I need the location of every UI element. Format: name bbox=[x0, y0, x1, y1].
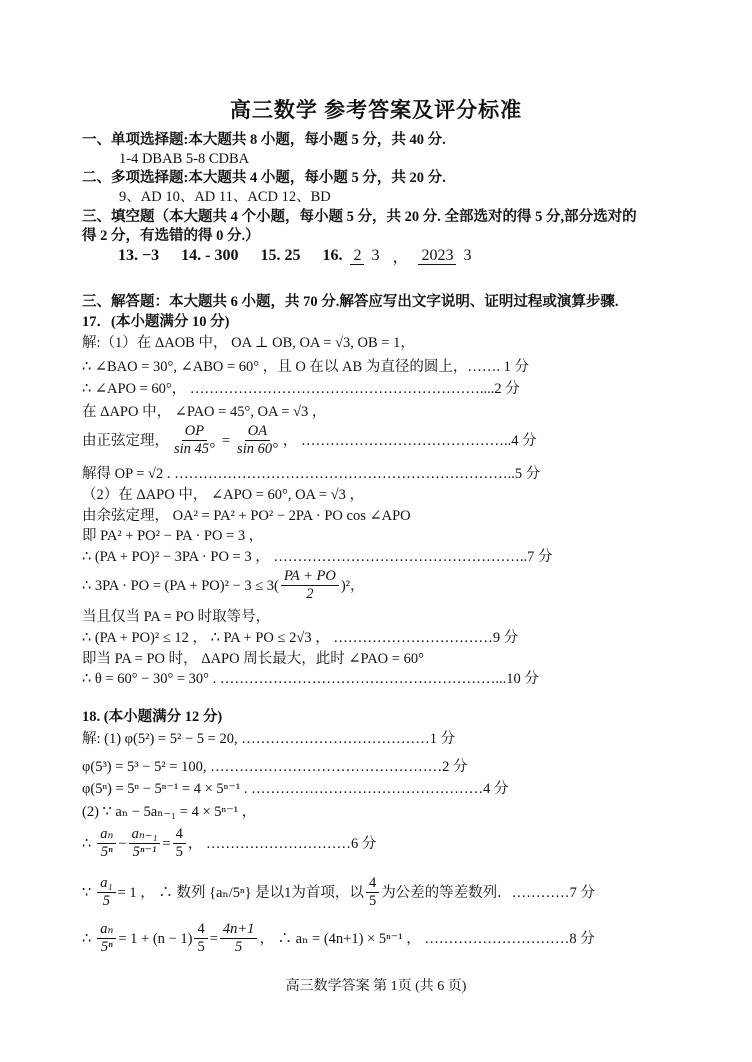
q18-fraction-an bbox=[97, 826, 116, 861]
fraction-numerator: OA bbox=[245, 423, 270, 441]
q18-line4: (2) ∵ aₙ − 5aₙ₋₁ = 4 × 5ⁿ⁻¹ ， bbox=[82, 804, 257, 820]
q18-fraction-an-over-5n bbox=[97, 921, 116, 956]
section2-heading: 二、多项选择题:本大题共 4 小题，每小题 5 分，共 20 分. bbox=[82, 170, 446, 186]
because-symbol: ∵ bbox=[82, 884, 92, 901]
q17-title: 17．(本小题满分 10 分) bbox=[82, 314, 230, 330]
fraction-numerator: 4 bbox=[194, 921, 207, 939]
answer-15: 15. 25 bbox=[260, 246, 301, 264]
fraction-numerator: aₙ bbox=[97, 921, 116, 939]
answer-14: 14. - 300 bbox=[181, 246, 239, 264]
section3-heading-line2: 得 2 分，有选错的得 0 分.） bbox=[82, 228, 260, 244]
q18-line6 bbox=[82, 875, 595, 910]
fraction-numerator: PA + PO bbox=[281, 568, 339, 586]
q17-line5 bbox=[82, 423, 537, 458]
fraction-denominator: 5ⁿ⁻¹ bbox=[132, 844, 157, 860]
equals-sign: = bbox=[162, 835, 171, 852]
q17-line14: 即当 PA = PO 时， ΔAPO 周长最大，此时 ∠PAO = 60° bbox=[82, 651, 424, 667]
fraction-denominator: 3 bbox=[371, 247, 380, 264]
document-title: 高三数学 参考答案及评分标准 bbox=[229, 98, 523, 122]
q17-line8: 由余弦定理， OA² = PA² + PO² − 2PA · PO cos ∠APO bbox=[82, 508, 411, 524]
fraction-denominator: 5 bbox=[102, 893, 110, 909]
fraction-denominator: 2 bbox=[306, 586, 314, 602]
q18-fraction-an1 bbox=[129, 826, 161, 861]
q18-line7 bbox=[82, 921, 595, 956]
minus-sign: − bbox=[118, 835, 127, 852]
q17-fraction-oa bbox=[234, 423, 281, 458]
q17-line10: ∴ (PA + PO)² − 3PA · PO = 3 ， ……………………………………………..7 分 bbox=[82, 549, 553, 565]
fraction-numerator: 2 bbox=[350, 247, 364, 265]
fraction-numerator: a₁ bbox=[97, 875, 115, 893]
q17-fraction-mean bbox=[281, 568, 339, 603]
q18-line1: 解: (1) φ(5²) = 5² − 5 = 20, …………………………………1 分 bbox=[82, 731, 456, 747]
q17-line4: 在 ΔAPO 中， ∠PAO = 45°, OA = √3 ， bbox=[82, 404, 327, 420]
fraction-numerator: 4 bbox=[173, 826, 186, 844]
fraction-denominator: sin 45° bbox=[174, 441, 215, 457]
q18-fraction-a1 bbox=[97, 875, 115, 910]
fraction-denominator: 5 bbox=[368, 893, 377, 909]
q17-line6: 解得 OP = √2 . ……………………………………………………………..5 分 bbox=[82, 466, 541, 482]
q18-line7-suffix: ， ∴ aₙ = (4n+1) × 5ⁿ⁻¹ ， …………………………8 分 bbox=[259, 930, 595, 947]
q17-line5-prefix: 由正弦定理， bbox=[82, 432, 169, 449]
answer-16-fraction-a bbox=[350, 247, 382, 264]
fraction-denominator: 5ⁿ bbox=[100, 844, 113, 860]
q18-title: 18. (本小题满分 12 分) bbox=[82, 709, 223, 725]
q18-fraction-4n1-over-5 bbox=[220, 921, 258, 956]
fraction-numerator: aₙ₋₁ bbox=[129, 826, 161, 844]
fraction-numerator: aₙ bbox=[97, 826, 116, 844]
equals-sign: = bbox=[209, 930, 218, 947]
fraction-denominator: 5 bbox=[235, 939, 243, 955]
q18-fraction-four-fifths bbox=[173, 826, 186, 861]
fraction-denominator: sin 60° bbox=[237, 441, 278, 457]
q17-line1: 解:（1）在 ΔAOB 中， OA ⊥ OB, OA = √3, OB = 1， bbox=[82, 335, 415, 351]
fraction-numerator: 2023 bbox=[418, 247, 456, 265]
q18-line5 bbox=[82, 826, 376, 861]
answer-16-label: 16. bbox=[322, 246, 343, 264]
q18-line6-middle: = 1 ， ∴ 数列 {aₙ/5ⁿ} 是以1为首项，以 bbox=[117, 884, 364, 901]
section4-heading: 三、解答题：本大题共 6 小题，共 70 分.解答应写出文字说明、证明过程或演算步骤. bbox=[82, 294, 619, 310]
q18-line5-suffix: ， …………………………6 分 bbox=[187, 835, 377, 852]
page-footer: 高三数学答案 第 1页 (共 6 页) bbox=[285, 979, 467, 994]
answer-13: 13. −3 bbox=[118, 246, 160, 264]
q18-line6-suffix: 为公差的等差数列．…………7 分 bbox=[381, 884, 596, 901]
section2-answers: 9、AD 10、AD 11、ACD 12、BD bbox=[119, 189, 331, 205]
fill-in-answers bbox=[118, 244, 476, 267]
section1-answers: 1-4 DBAB 5-8 CDBA bbox=[119, 151, 250, 167]
q17-line11-prefix: ∴ 3PA · PO = (PA + PO)² − 3 ≤ 3( bbox=[82, 577, 279, 594]
q18-fraction-common-difference bbox=[366, 875, 379, 910]
fraction-numerator: 4 bbox=[366, 875, 379, 893]
section3-heading-line1: 三、填空题（本大题共 4 个小题，每小题 5 分，共 20 分. 全部选对的得 5 分,部分选对的 bbox=[82, 209, 637, 225]
q18-line2: φ(5³) = 5³ − 5² = 100, …………………………………………2 分 bbox=[82, 759, 468, 775]
q17-line2: ∴ ∠BAO = 30°, ∠ABO = 60° ，且 O 在以 AB 为直径的圆上，……. 1 分 bbox=[82, 359, 529, 375]
fraction-denominator: 3 bbox=[463, 247, 472, 264]
fraction-denominator: 5 bbox=[197, 939, 205, 955]
fraction-denominator: 5 bbox=[175, 844, 183, 860]
fraction-denominator: 5ⁿ bbox=[100, 939, 113, 955]
q17-fraction-op bbox=[171, 423, 218, 458]
q17-line13: ∴ (PA + PO)² ≤ 12 ， ∴ PA + PO ≤ 2√3 ， ……………………………9 分 bbox=[82, 630, 519, 646]
answer-16-fraction-b bbox=[418, 247, 474, 264]
q17-line11-suffix: )²， bbox=[340, 577, 365, 594]
comma: ， bbox=[392, 249, 409, 266]
q18-line3: φ(5ⁿ) = 5ⁿ − 5ⁿ⁻¹ = 4 × 5ⁿ⁻¹ . …………………………………………4 分 bbox=[82, 781, 509, 797]
equals-sign: = bbox=[221, 432, 231, 449]
q17-line5-suffix: ， ……………………………………..4 分 bbox=[282, 432, 537, 449]
q17-line7: （2）在 ΔAPO 中， ∠APO = 60°, OA = √3 ， bbox=[82, 487, 364, 503]
q17-line3: ∴ ∠APO = 60°， ……………………………………………………....2 分 bbox=[82, 381, 520, 397]
q18-line7-middle: = 1 + (n − 1) bbox=[118, 930, 193, 947]
q17-line11 bbox=[82, 568, 365, 603]
therefore-symbol: ∴ bbox=[82, 835, 92, 852]
q17-line9: 即 PA² + PO² − PA · PO = 3 ， bbox=[82, 528, 264, 544]
q17-line15: ∴ θ = 60° − 30° = 30° . …………………………………………………...10 分 bbox=[82, 671, 539, 687]
fraction-numerator: OP bbox=[182, 423, 207, 441]
q17-line12: 当且仅当 PA = PO 时取等号， bbox=[82, 609, 271, 625]
therefore-symbol: ∴ bbox=[82, 930, 92, 947]
q18-fraction-four-fifths-b bbox=[194, 921, 207, 956]
section1-heading: 一、单项选择题:本大题共 8 小题，每小题 5 分，共 40 分. bbox=[82, 132, 446, 148]
fraction-numerator: 4n+1 bbox=[220, 921, 258, 939]
